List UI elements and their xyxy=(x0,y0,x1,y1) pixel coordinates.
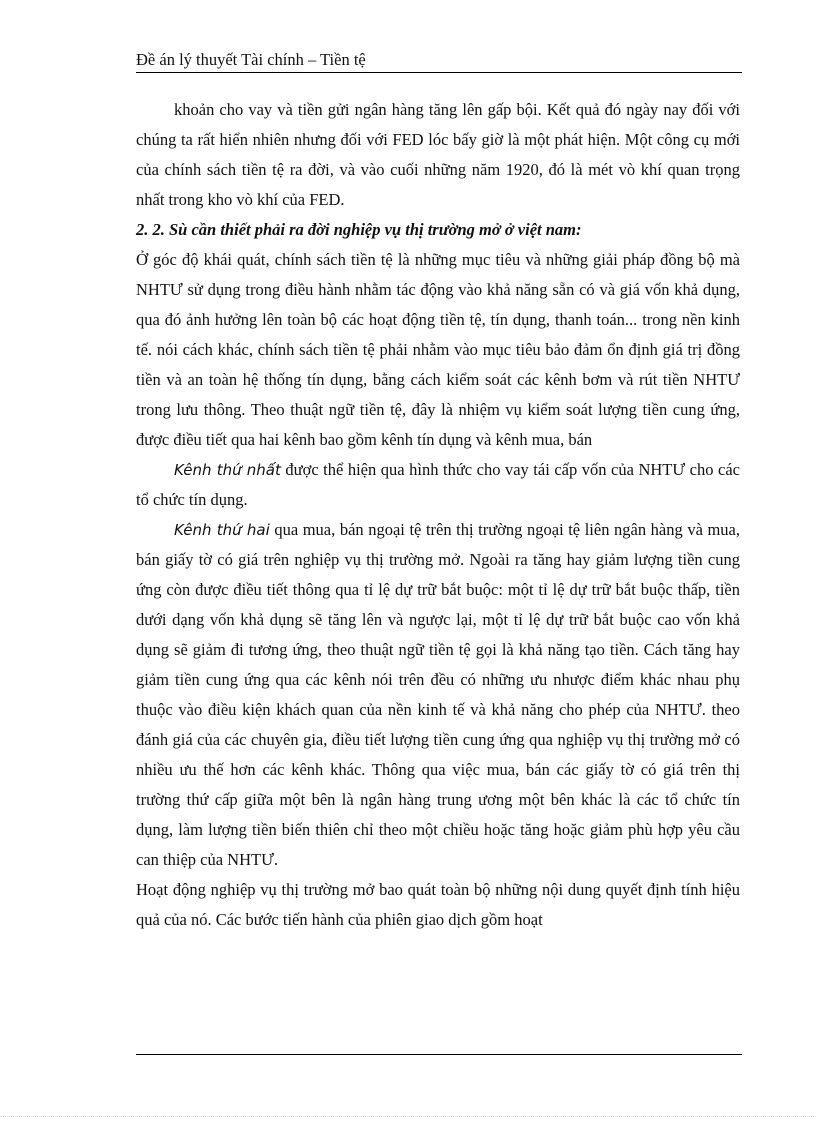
header-title: Đề án lý thuyết Tài chính – Tiền tệ xyxy=(136,50,366,69)
paragraph-4 xyxy=(136,515,740,875)
paragraph-3 xyxy=(136,455,740,515)
footer-rule xyxy=(136,1054,742,1055)
channel-two-label: Kênh thứ hai xyxy=(174,521,270,539)
page-edge-divider xyxy=(0,1116,816,1117)
channel-one-label: Kênh thứ nhất xyxy=(174,461,281,479)
paragraph-3-text: được thể hiện qua hình thức cho vay tái cấp vốn của NHTƯ cho các tổ chức tín dụng. xyxy=(136,460,741,509)
paragraph-4-text: qua mua, bán ngoại tệ trên thị trường ngoại tệ liên ngân hàng và mua, bán giấy tờ có giá trên nghiệp vụ thị trường mở. Ngoài ra tăng hay giảm lượng tiền cung ứng còn được điều tiết thông qua tỉ lệ dự trữ bắt buộc: một tỉ lệ dự trữ bắt buộc thấp, tiền dưới dạng vốn khả dụng sẽ tăng lên và ngược lại, một tỉ lệ dự trữ bắt buộc cao vốn khả dụng sẽ giảm đi tương ứng, theo thuật ngữ tiền tệ gọi là khả năng tạo tiền. Cách tăng hay giảm tiền cung ứng qua các kênh nói trên đều có những ưu nhược điểm khác nhau phụ thuộc vào điều kiện khách quan của nền kinh tế và khả năng cho phép của NHTƯ. theo đánh giá của các chuyên gia, điều tiết lượng tiền cung ứng qua nghiệp vụ thị trường mở có nhiều ưu thế hơn các kênh khác. Thông qua việc mua, bán các giấy tờ có giá trên thị trường thứ cấp giữa một bên là ngân hàng trung ương một bên khác là các tổ chức tín dụng, làm lượng tiền biến thiên chỉ theo một chiều hoặc tăng hoặc giảm phù hợp yêu cầu can thiệp của NHTƯ. xyxy=(136,520,741,869)
paragraph-1: khoản cho vay và tiền gửi ngân hàng tăng lên gấp bội. Kết quả đó ngày nay đối với chúng ta rất hiển nhiên nhưng đối với FED lóc bấy giờ là một phát hiện. Một công cụ mới của chính sách tiền tệ ra đời, và vào cuối những năm 1920, đó là mét vò khí quan trọng nhất trong kho vò khí của FED. xyxy=(136,100,740,209)
section-heading: 2. 2. Sù cần thiết phải ra đời nghiệp vụ thị trường mở ở việt nam: xyxy=(136,220,582,239)
paragraph-2: Ở góc độ khái quát, chính sách tiền tệ là những mục tiêu và những giải pháp đồng bộ mà NHTƯ sử dụng trong điều hành nhằm tác động vào khả năng sẵn có và giá vốn khả dụng, qua đó ảnh hưởng lên toàn bộ các hoạt động tiền tệ, tín dụng, thanh toán... trong nền kinh tế. nói cách khác, chính sách tiền tệ phải nhằm vào mục tiêu bảo đảm ổn định giá trị đồng tiền và an toàn hệ thống tín dụng, bằng cách kiểm soát các kênh bơm và rút tiền NHTƯ trong lưu thông. Theo thuật ngữ tiền tệ, đây là nhiệm vụ kiểm soát lượng tiền cung ứng, được điều tiết qua hai kênh bao gồm kênh tín dụng và kênh mua, bán xyxy=(136,250,740,449)
paragraph-5: Hoạt động nghiệp vụ thị trường mở bao quát toàn bộ những nội dung quyết định tính hiệu quả của nó. Các bước tiến hành của phiên giao dịch gồm hoạt xyxy=(136,880,740,929)
page-header xyxy=(136,50,742,73)
document-body xyxy=(136,95,740,935)
